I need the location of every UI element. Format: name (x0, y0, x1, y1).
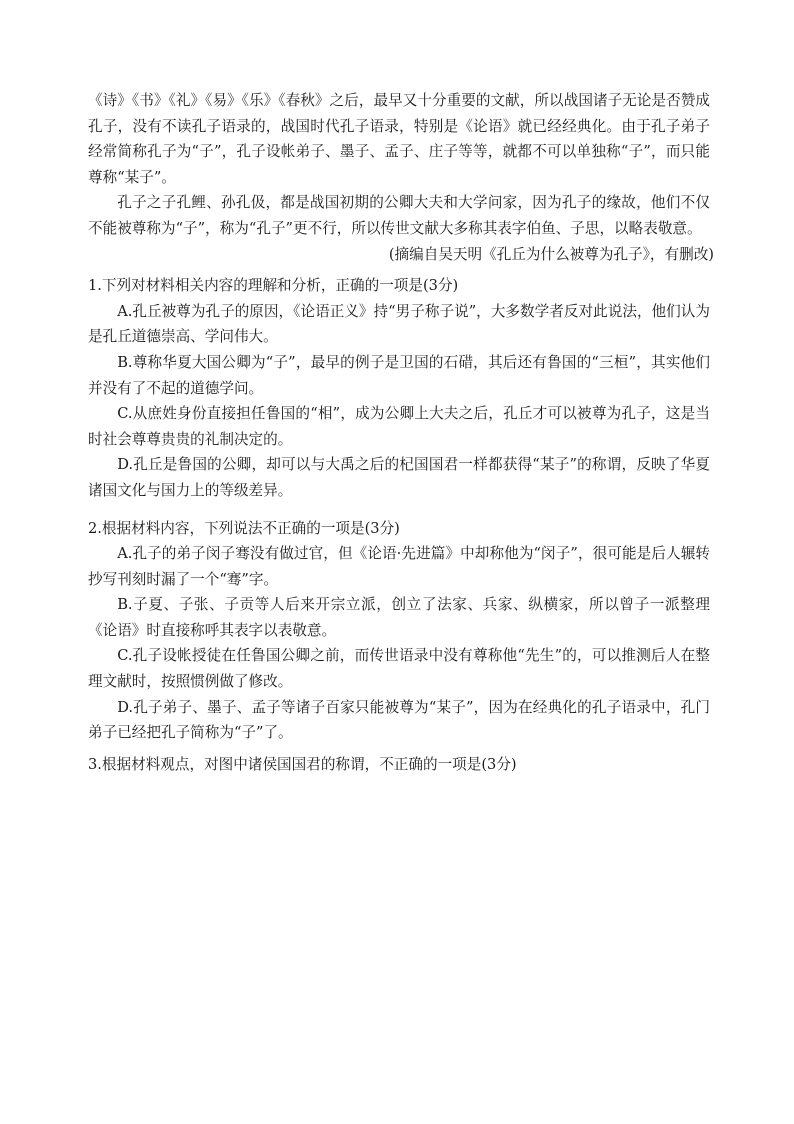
option-d: D.孔丘是鲁国的公卿，却可以与大禹之后的杞国国君一样都获得“某子”的称谓，反映了华夏诸国文化与国力上的等级差异。 (88, 456, 710, 499)
question-stem: 2.根据材料内容，下列说法不正确的一项是(3分) (88, 519, 400, 537)
question-3 (88, 752, 710, 778)
passage-source: (摘编自吴天明《孔丘为什么被尊为孔子》，有删改) (388, 245, 714, 263)
document-page (88, 88, 714, 777)
option-d: D.孔子弟子、墨子、孟子等诸子百家只能被尊为“某子”，因为在经典化的孔子语录中，孔门弟子已经把孔子简称为“子”了。 (88, 698, 710, 742)
option-b: B.子夏、子张、子贡等人后来开宗立派，创立了法家、兵家、纵横家，所以曾子一派整理《论语》时直接称呼其表字以表敬意。 (88, 596, 710, 639)
question-1 (88, 273, 710, 503)
passage-paragraph-2: 孔子之子孔鲤、孙孔伋，都是战国初期的公卿大夫和大学问家，因为孔子的缘故，他们不仅不能被尊称为“子”，称为“孔子”更不行，所以传世文献大多称其表字伯鱼、子思，以略表敬意。 (88, 194, 710, 237)
option-b: B.尊称华夏大国公卿为“子”，最早的例子是卫国的石碏，其后还有鲁国的“三桓”，其实他们并没有了不起的道德学问。 (88, 353, 710, 397)
question-2 (88, 516, 710, 746)
passage-paragraph-1: 《诗》《书》《礼》《易》《乐》《春秋》之后，最早又十分重要的文献，所以战国诸子无论是否赞成孔子，没有不读孔子语录的，战国时代孔子语录，特别是《论语》就已经经典化。由于孔子弟子经常简称孔子为“子”，孔子设帐弟子、墨子、孟子、庄子等等，就都不可以单独称“子”，而只能尊称“某子”。 (88, 92, 710, 186)
question-stem: 3.根据材料观点，对图中诸侯国国君的称谓，不正确的一项是(3分) (88, 755, 517, 773)
option-a: A.孔子的弟子闵子骞没有做过官，但《论语·先进篇》中却称他为“闵子”，很可能是后人辗转抄写刊刻时漏了一个“骞”字。 (88, 545, 710, 588)
option-c: C.孔子设帐授徒在任鲁国公卿之前，而传世语录中没有尊称他“先生”的，可以推测后人在整理文献时，按照惯例做了修改。 (88, 647, 710, 691)
option-a: A.孔丘被尊为孔子的原因，《论语正义》持“男子称子说”，大多数学者反对此说法，他们认为是孔丘道德崇高、学问伟大。 (88, 302, 710, 346)
option-c: C.从庶姓身份直接担任鲁国的“相”，成为公卿上大夫之后，孔丘才可以被尊为孔子，这是当时社会尊尊贵贵的礼制决定的。 (88, 405, 710, 448)
passage (88, 88, 714, 267)
question-stem: 1.下列对材料相关内容的理解和分析，正确的一项是(3分) (88, 277, 459, 295)
